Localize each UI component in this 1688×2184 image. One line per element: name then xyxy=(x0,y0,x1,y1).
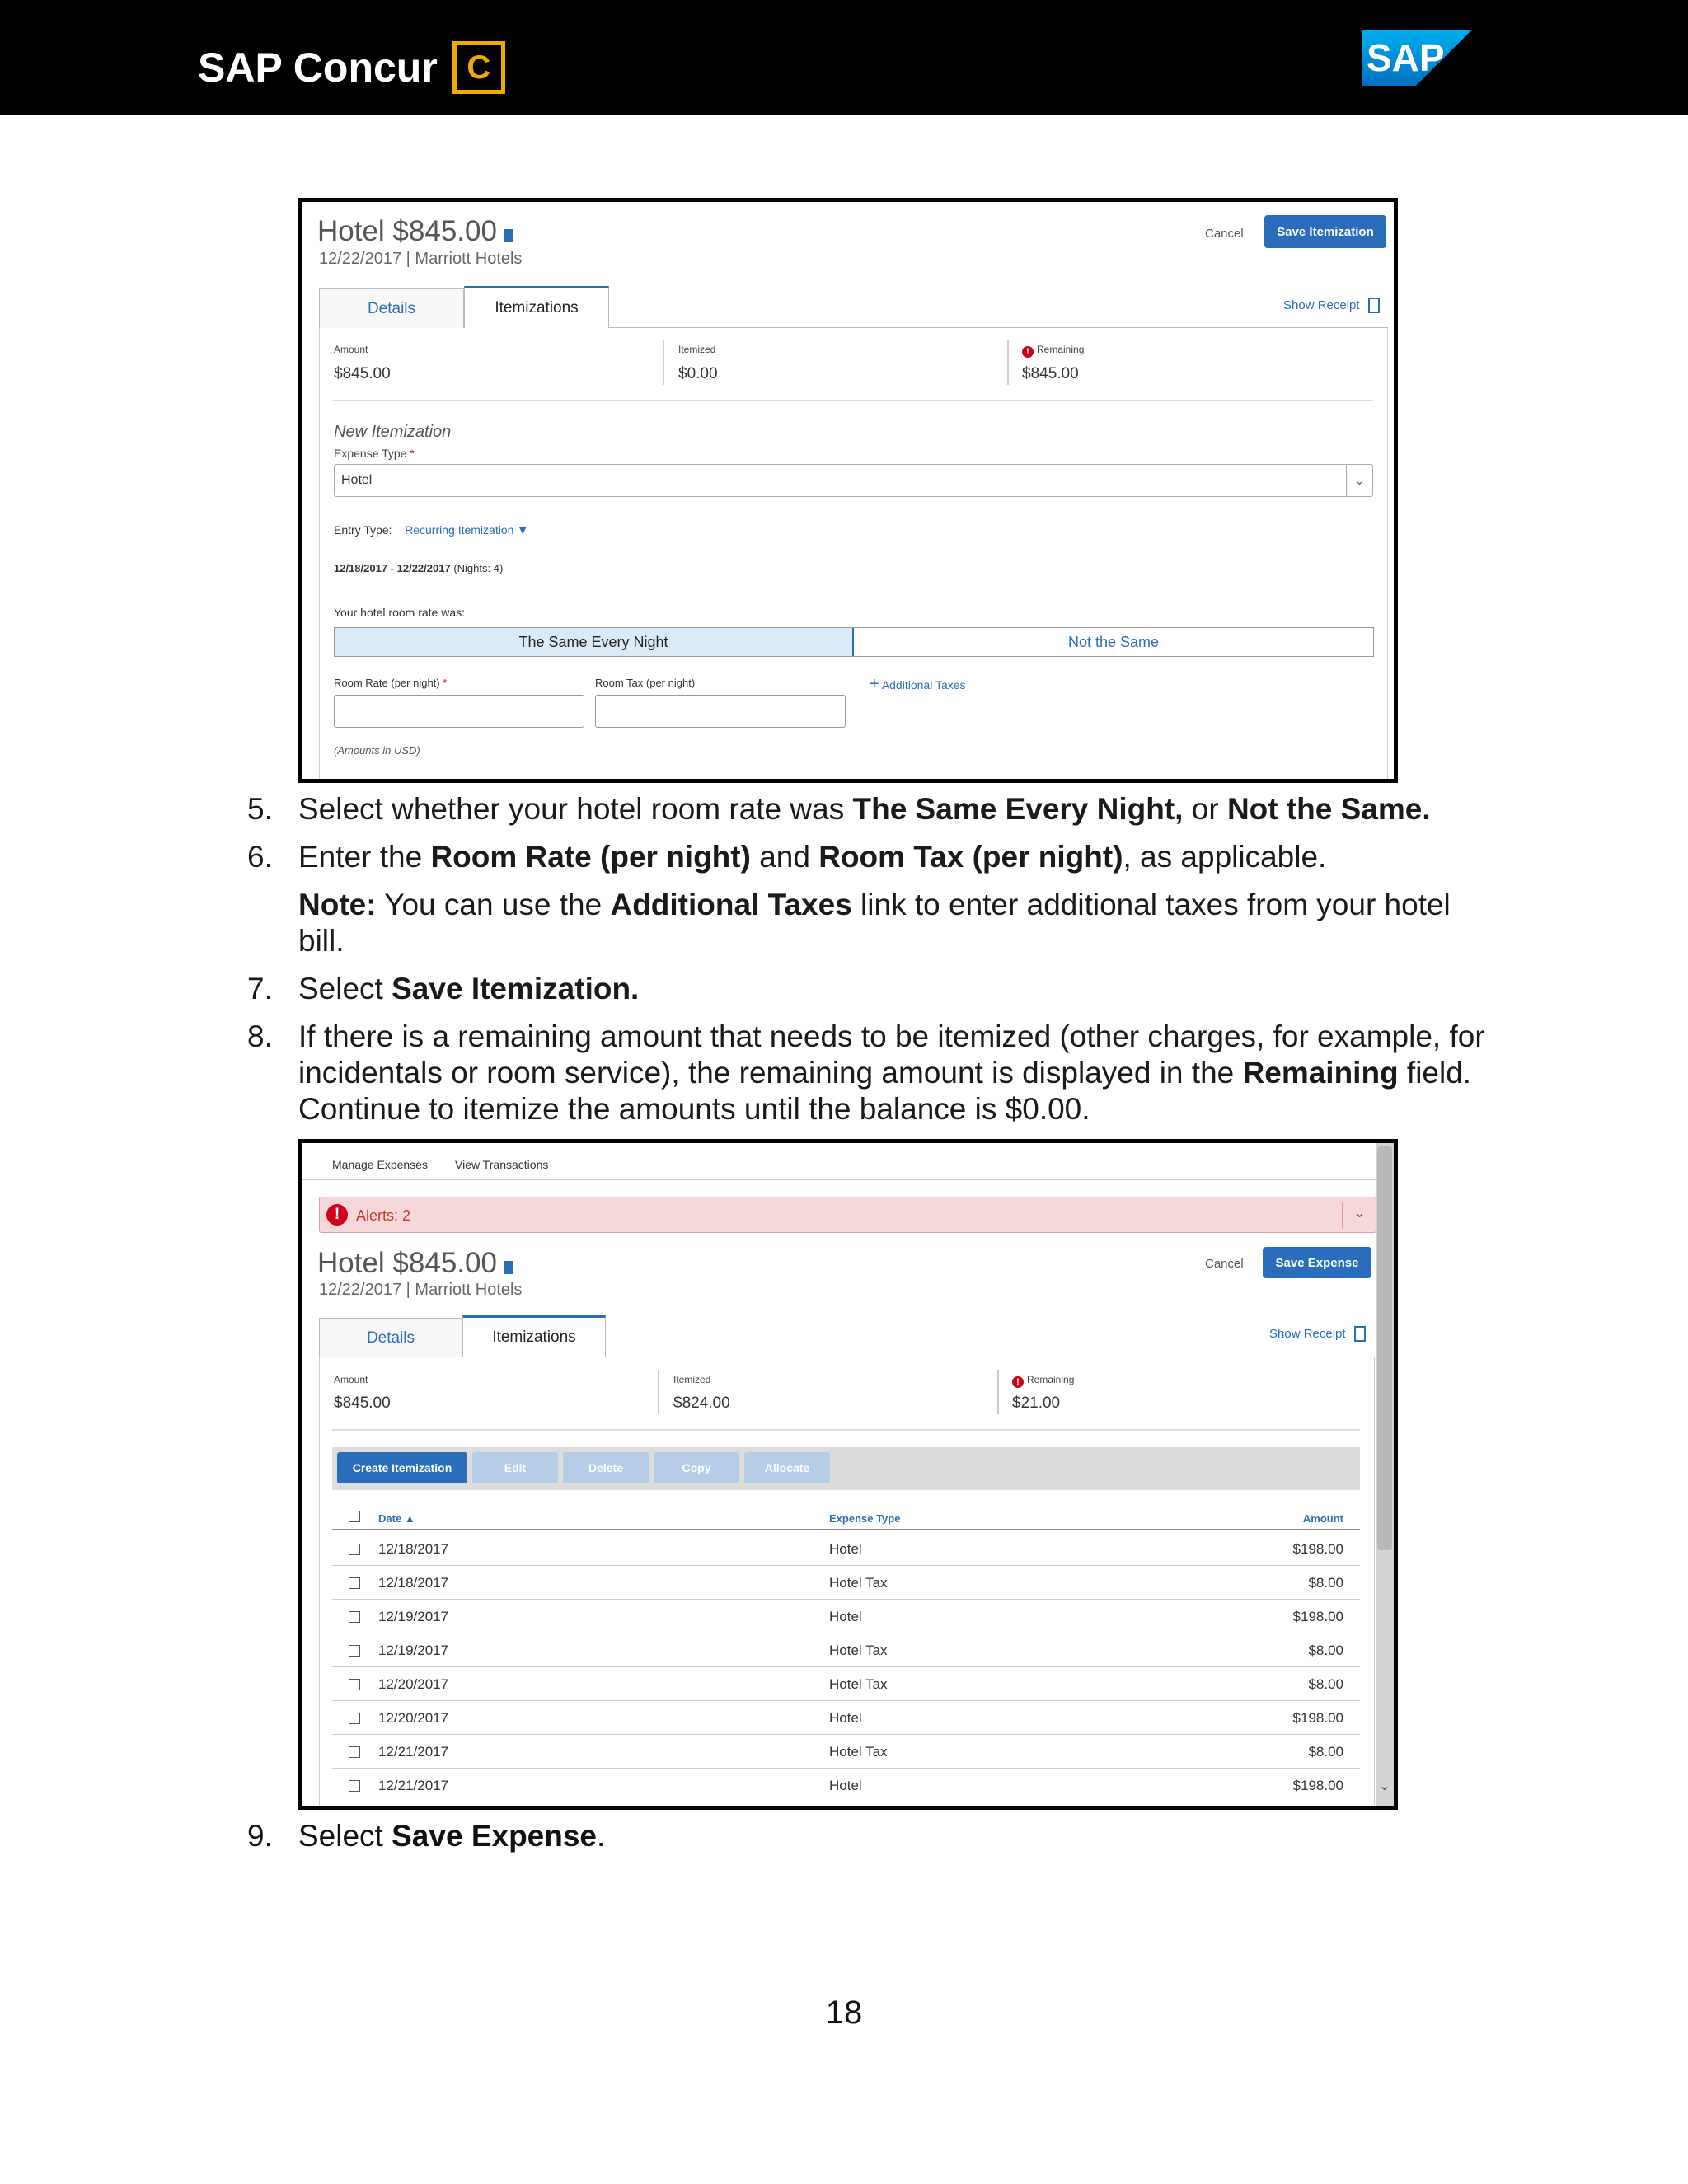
scroll-down-icon[interactable]: ⌄ xyxy=(1379,1779,1390,1793)
row-amount: $198.00 xyxy=(1292,1541,1343,1557)
caret-down-icon: ▼ xyxy=(517,523,529,537)
room-rate-input[interactable] xyxy=(334,695,584,728)
step-8 xyxy=(247,1019,1500,1127)
alerts-bar[interactable] xyxy=(319,1197,1376,1233)
row-date: 12/18/2017 xyxy=(378,1575,449,1591)
note-text: link to enter additional taxes from your hotel bill. xyxy=(298,888,1451,958)
show-receipt-label: Show Receipt xyxy=(1269,1327,1346,1341)
row-date: 12/19/2017 xyxy=(378,1609,449,1624)
remaining-value: $845.00 xyxy=(1022,365,1079,382)
itemization-toolbar xyxy=(332,1447,1360,1490)
new-itemization-heading: New Itemization xyxy=(334,423,452,441)
note-emphasis: Additional Taxes xyxy=(610,888,852,921)
brand-name: SAP Concur xyxy=(198,45,438,91)
chevron-down-icon: ⌄ xyxy=(1346,465,1372,496)
entry-type-label: Entry Type: xyxy=(334,523,392,537)
copy-button[interactable]: Copy xyxy=(654,1452,739,1483)
row-checkbox[interactable] xyxy=(349,1577,360,1589)
row-checkbox[interactable] xyxy=(349,1780,360,1792)
row-checkbox[interactable] xyxy=(349,1544,360,1555)
brand-mark-icon: C xyxy=(452,41,505,94)
show-receipt-link[interactable] xyxy=(1283,298,1380,313)
row-checkbox[interactable] xyxy=(349,1611,360,1623)
remaining-label-row xyxy=(1022,344,1084,358)
step-5 xyxy=(247,791,1500,827)
column-amount[interactable]: Amount xyxy=(1302,1512,1343,1525)
row-expense-type: Hotel Tax xyxy=(829,1744,888,1760)
save-itemization-button[interactable]: Save Itemization xyxy=(1264,215,1386,248)
receipt-icon xyxy=(1368,298,1380,313)
step-text: and xyxy=(750,840,819,874)
row-checkbox[interactable] xyxy=(349,1679,360,1690)
not-the-same-option[interactable]: Not the Same xyxy=(1067,633,1160,650)
step-number: 5. xyxy=(247,792,273,826)
table-row[interactable] xyxy=(332,1769,1360,1802)
note-text: You can use the xyxy=(376,888,611,921)
room-tax-input[interactable] xyxy=(595,695,846,728)
chevron-down-icon[interactable]: ⌄ xyxy=(1353,1204,1367,1221)
trash-icon[interactable] xyxy=(504,1261,513,1274)
table-row[interactable] xyxy=(332,1532,1360,1566)
row-checkbox[interactable] xyxy=(349,1713,360,1724)
plus-icon: + xyxy=(870,675,879,693)
step-7 xyxy=(247,971,1500,1007)
row-date: 12/21/2017 xyxy=(378,1778,449,1793)
step-text: . xyxy=(597,1819,606,1853)
row-expense-type: Hotel xyxy=(829,1541,862,1557)
expense-subtitle: 12/22/2017 | Marriott Hotels xyxy=(319,250,523,268)
alert-icon: ! xyxy=(326,1204,348,1226)
screenshot-new-itemization xyxy=(298,198,1398,783)
itemized-value: $0.00 xyxy=(678,365,718,382)
sap-logo-text: SAP xyxy=(1367,36,1445,79)
amount-value: $845.00 xyxy=(334,1394,391,1412)
row-amount: $8.00 xyxy=(1308,1575,1343,1591)
remaining-label: Remaining xyxy=(1037,344,1085,355)
row-expense-type: Hotel xyxy=(829,1609,862,1624)
alerts-divider xyxy=(1342,1202,1343,1229)
row-expense-type: Hotel Tax xyxy=(829,1643,888,1658)
column-date[interactable] xyxy=(378,1512,415,1525)
nav-manage-expenses[interactable]: Manage Expenses xyxy=(332,1158,428,1171)
step-emphasis: Not the Same. xyxy=(1226,792,1431,826)
table-row[interactable] xyxy=(332,1701,1360,1735)
itemized-value: $824.00 xyxy=(673,1394,730,1412)
date-range: 12/18/2017 - 12/22/2017 xyxy=(334,562,451,574)
scrollbar[interactable] xyxy=(1376,1143,1394,1806)
amount-value: $845.00 xyxy=(334,365,391,382)
row-amount: $8.00 xyxy=(1308,1676,1343,1692)
step-6 xyxy=(247,839,1500,875)
section-divider xyxy=(332,1429,1360,1431)
create-itemization-button[interactable]: Create Itemization xyxy=(337,1452,467,1483)
instruction-steps xyxy=(247,791,1500,1139)
alert-icon: ! xyxy=(1012,1376,1024,1388)
step-emphasis: Room Rate (per night) xyxy=(430,840,751,874)
step-emphasis: Save Itemization. xyxy=(392,972,640,1005)
step-9 xyxy=(247,1818,605,1854)
itemization-table xyxy=(332,1502,1360,1810)
remaining-label-row xyxy=(1012,1374,1074,1388)
expense-title-row xyxy=(317,1247,513,1280)
row-date: 12/18/2017 xyxy=(378,1541,449,1557)
row-expense-type: Hotel Tax xyxy=(829,1676,888,1692)
step-emphasis: Remaining xyxy=(1242,1056,1399,1090)
save-expense-button[interactable]: Save Expense xyxy=(1263,1247,1372,1278)
section-divider xyxy=(332,400,1373,401)
receipt-icon xyxy=(1354,1326,1366,1342)
column-expense-type[interactable]: Expense Type xyxy=(829,1512,901,1525)
step-number: 8. xyxy=(247,1019,273,1053)
room-rate-label: Room Rate (per night) xyxy=(334,677,440,689)
header-band xyxy=(0,0,1688,115)
delete-button[interactable]: Delete xyxy=(563,1452,649,1483)
row-checkbox[interactable] xyxy=(349,1746,360,1758)
allocate-button[interactable]: Allocate xyxy=(744,1452,830,1483)
room-tax-label: Room Tax (per night) xyxy=(595,677,696,689)
step-text: or xyxy=(1183,792,1227,826)
expense-type-select[interactable] xyxy=(334,464,1373,497)
nights-count: (Nights: 4) xyxy=(453,562,504,574)
same-every-night-option[interactable]: The Same Every Night xyxy=(335,628,854,656)
table-header xyxy=(332,1502,1360,1530)
additional-taxes-link[interactable] xyxy=(870,675,966,694)
date-range-row xyxy=(334,562,503,574)
step-text: Select whether your hotel room rate was xyxy=(298,792,853,826)
row-expense-type: Hotel xyxy=(829,1778,862,1793)
alerts-count: Alerts: 2 xyxy=(356,1207,411,1224)
room-rate-label-row xyxy=(334,677,447,689)
trash-icon[interactable] xyxy=(504,229,513,242)
screenshot-itemizations-list xyxy=(298,1139,1398,1810)
step-emphasis: Room Tax (per night) xyxy=(818,840,1123,874)
required-marker: * xyxy=(410,447,415,460)
expense-subtitle: 12/22/2017 | Marriott Hotels xyxy=(319,1281,523,1299)
tab-details[interactable]: Details xyxy=(319,1318,462,1357)
amount-label: Amount xyxy=(334,1374,368,1385)
row-expense-type: Hotel Tax xyxy=(829,1575,888,1591)
step-emphasis: Save Expense xyxy=(392,1819,598,1853)
edit-button[interactable]: Edit xyxy=(472,1452,558,1483)
row-amount: $198.00 xyxy=(1292,1609,1343,1624)
row-date: 12/20/2017 xyxy=(378,1710,449,1726)
table-row[interactable] xyxy=(332,1566,1360,1600)
sort-ascending-icon: ▲ xyxy=(404,1512,415,1525)
entry-type-dropdown[interactable] xyxy=(405,523,528,537)
column-date-label: Date xyxy=(378,1512,402,1525)
entry-type-value: Recurring Itemization xyxy=(405,523,514,537)
summary-divider xyxy=(658,1370,659,1414)
entry-type-row xyxy=(334,523,528,537)
room-rate-question: Your hotel room rate was: xyxy=(334,606,466,619)
summary-divider xyxy=(1007,340,1009,385)
tab-itemizations[interactable]: Itemizations xyxy=(464,286,609,328)
step-6-note xyxy=(298,887,1500,959)
table-row[interactable] xyxy=(332,1667,1360,1701)
remaining-value: $21.00 xyxy=(1012,1394,1061,1412)
expense-title: Hotel $845.00 xyxy=(317,215,497,247)
row-amount: $8.00 xyxy=(1308,1744,1343,1760)
row-expense-type: Hotel xyxy=(829,1710,862,1726)
cancel-link[interactable]: Cancel xyxy=(1205,227,1244,241)
page-number: 18 xyxy=(825,1994,863,2031)
step-text: Select xyxy=(298,1819,392,1853)
row-checkbox[interactable] xyxy=(349,1645,360,1657)
brand-logo xyxy=(198,41,505,94)
amounts-note: (Amounts in USD) xyxy=(334,744,420,757)
summary-divider xyxy=(663,340,664,385)
nav-view-transactions[interactable]: View Transactions xyxy=(455,1158,549,1171)
nav-divider xyxy=(302,1179,1376,1180)
table-row[interactable] xyxy=(332,1633,1360,1667)
table-row[interactable] xyxy=(332,1600,1360,1633)
row-amount: $198.00 xyxy=(1292,1778,1343,1793)
remaining-label: Remaining xyxy=(1027,1374,1075,1385)
summary-divider xyxy=(997,1370,999,1414)
row-amount: $198.00 xyxy=(1292,1710,1343,1726)
row-amount: $8.00 xyxy=(1308,1643,1343,1658)
additional-taxes-label: Additional Taxes xyxy=(881,678,966,691)
show-receipt-link[interactable] xyxy=(1269,1326,1366,1342)
scrollbar-thumb[interactable] xyxy=(1377,1146,1392,1550)
expense-type-value: Hotel xyxy=(341,473,373,487)
step-text: Select xyxy=(298,972,392,1005)
step-text: If there is a remaining amount that needs to be itemized (other charges, for example, for incidentals or room service), the remaining amount is displayed in the xyxy=(298,1019,1485,1090)
expense-type-label-row xyxy=(334,447,415,460)
itemized-label: Itemized xyxy=(678,344,716,355)
row-date: 12/19/2017 xyxy=(378,1643,449,1658)
amount-label: Amount xyxy=(334,344,368,355)
expense-title: Hotel $845.00 xyxy=(317,1247,497,1279)
expense-title-row xyxy=(317,215,513,248)
row-date: 12/20/2017 xyxy=(378,1676,449,1692)
step-number: 6. xyxy=(247,840,273,874)
note-label: Note: xyxy=(298,888,377,921)
step-number: 7. xyxy=(247,972,273,1005)
tab-details[interactable]: Details xyxy=(319,288,464,328)
step-text: Enter the xyxy=(298,840,431,874)
alert-icon: ! xyxy=(1022,346,1034,358)
expense-type-label: Expense Type xyxy=(334,447,407,460)
step-text: , as applicable. xyxy=(1123,840,1327,874)
cancel-link[interactable]: Cancel xyxy=(1205,1257,1244,1271)
itemized-label: Itemized xyxy=(673,1374,711,1385)
required-marker: * xyxy=(443,677,448,689)
step-emphasis: The Same Every Night, xyxy=(852,792,1184,826)
row-date: 12/21/2017 xyxy=(378,1744,449,1760)
show-receipt-label: Show Receipt xyxy=(1283,298,1360,312)
tab-itemizations[interactable]: Itemizations xyxy=(462,1315,606,1357)
step-number: 9. xyxy=(247,1819,273,1853)
table-row[interactable] xyxy=(332,1735,1360,1769)
sap-logo xyxy=(1362,30,1472,86)
select-all-checkbox[interactable] xyxy=(349,1511,360,1522)
step-text: field. Continue to itemize the amounts until the balance is $0.00. xyxy=(298,1056,1472,1126)
